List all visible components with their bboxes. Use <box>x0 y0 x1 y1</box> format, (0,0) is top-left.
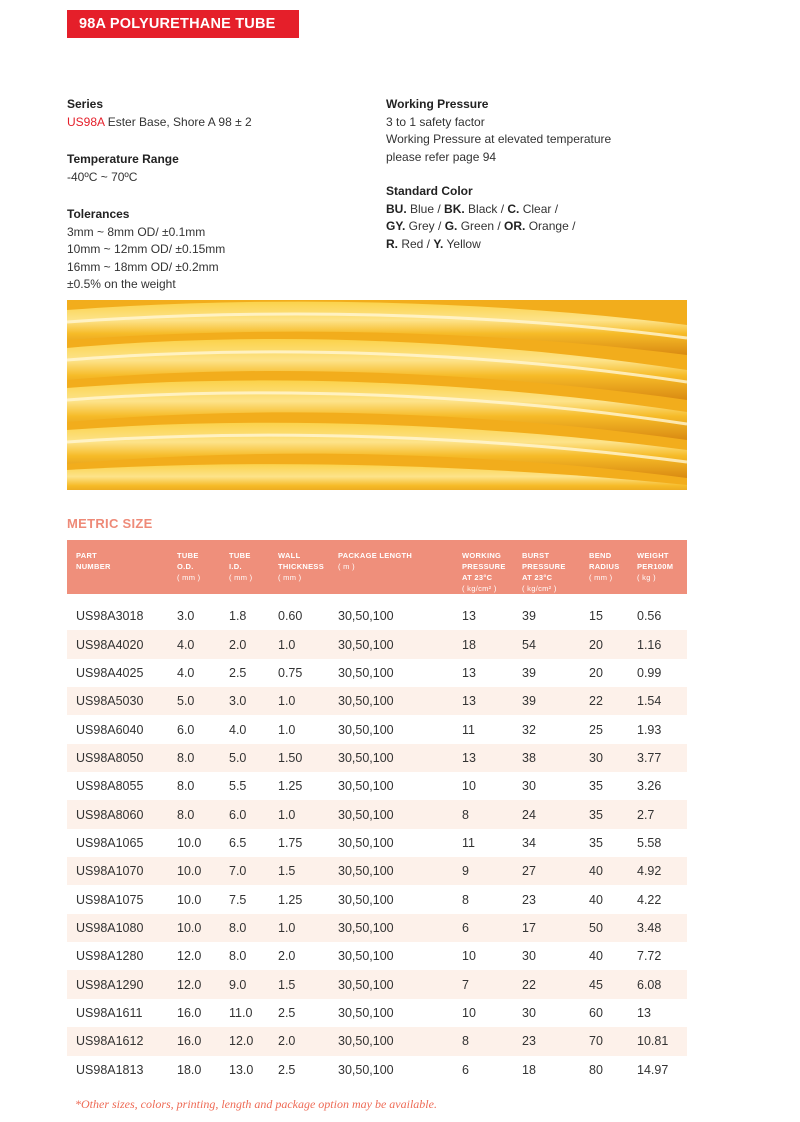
table-cell: 2.5 <box>278 1062 296 1077</box>
column-header: WALL THICKNESS ( mm ) <box>269 540 329 594</box>
column-header: BEND RADIUS ( mm ) <box>580 540 628 594</box>
color-name: Red / <box>398 236 434 251</box>
table-cell: 40 <box>580 857 628 885</box>
table-cell: 0.56 <box>637 609 662 624</box>
tolerances-heading: Tolerances <box>67 207 130 221</box>
table-cell: US98A1611 <box>76 1005 143 1020</box>
table-cell: 30,50,100 <box>329 970 453 998</box>
table-cell: 18.0 <box>177 1062 202 1077</box>
table-cell: 30 <box>522 949 536 964</box>
table-cell: 60 <box>589 1005 603 1020</box>
table-cell: US98A1280 <box>76 949 144 964</box>
color-name: Black / <box>464 201 508 216</box>
table-cell: 13 <box>462 665 476 680</box>
table-cell: 80 <box>589 1062 603 1077</box>
table-cell: 35 <box>580 800 628 828</box>
tolerance-line: 3mm ~ 8mm OD/ ±0.1mm <box>67 224 206 239</box>
table-cell: 30,50,100 <box>338 779 394 794</box>
table-cell: 1.0 <box>269 630 329 658</box>
table-cell: US98A4020 <box>67 630 168 658</box>
table-cell: 1.16 <box>628 630 687 658</box>
table-cell: 16.0 <box>177 1005 202 1020</box>
table-cell: 22 <box>580 687 628 715</box>
table-cell: 12.0 <box>177 949 202 964</box>
table-cell: 35 <box>589 779 603 794</box>
column-header: TUBE I.D. ( mm ) <box>220 540 269 594</box>
table-cell: 14.97 <box>637 1062 669 1077</box>
table-cell: 2.5 <box>229 665 247 680</box>
table-cell: 4.92 <box>628 857 687 885</box>
table-cell: 40 <box>589 949 603 964</box>
table-cell: US98A1290 <box>67 970 168 998</box>
table-cell: 30,50,100 <box>329 630 453 658</box>
table-cell: 8.0 <box>220 914 269 942</box>
color-line <box>386 236 716 254</box>
table-cell: 3.0 <box>177 609 195 624</box>
table-cell: 39 <box>522 665 536 680</box>
table-cell: 17 <box>513 914 580 942</box>
table-cell: US98A1813 <box>76 1062 144 1077</box>
series-text <box>67 114 367 132</box>
table-cell: 12.0 <box>220 1027 269 1055</box>
page-title: 98A POLYURETHANE TUBE <box>67 10 299 38</box>
standard-color-block <box>386 183 716 253</box>
table-row <box>67 857 687 885</box>
table-cell: 9 <box>453 857 513 885</box>
table-cell: US98A8060 <box>67 800 168 828</box>
color-name: Orange / <box>525 219 576 233</box>
color-code: R. <box>386 236 398 251</box>
table-cell: 2.7 <box>628 800 687 828</box>
table-cell: 6.5 <box>229 835 247 850</box>
table-cell: 10.81 <box>628 1027 687 1055</box>
table-header-row <box>67 540 687 594</box>
table-cell: 30,50,100 <box>338 835 394 850</box>
table-cell: 16.0 <box>168 1027 220 1055</box>
footnote: *Other sizes, colors, printing, length and package option may be available. <box>75 1097 437 1111</box>
table-cell: 4.0 <box>177 665 195 680</box>
metric-size-table <box>67 540 687 1084</box>
tube-product-photo <box>67 300 687 490</box>
table-cell: 2.5 <box>278 1005 296 1020</box>
table-cell: 25 <box>589 722 603 737</box>
metric-size-title: METRIC SIZE <box>67 516 153 531</box>
color-name: Grey / <box>405 219 445 233</box>
table-cell: 5.58 <box>637 835 662 850</box>
tube-illustration <box>67 300 687 490</box>
table-cell: 0.60 <box>278 609 303 624</box>
table-cell: 1.0 <box>269 800 329 828</box>
table-row <box>67 1056 687 1084</box>
table-cell: US98A1070 <box>67 857 168 885</box>
table-cell: 11 <box>462 722 475 737</box>
table-cell: 30,50,100 <box>338 1062 394 1077</box>
table-cell: 1.5 <box>269 857 329 885</box>
table-row <box>67 687 687 715</box>
table-cell: 10.0 <box>168 914 220 942</box>
table-cell: US98A3018 <box>76 609 144 624</box>
table-cell: 2.0 <box>220 630 269 658</box>
series-block <box>67 96 367 131</box>
table-cell: 8 <box>453 1027 513 1055</box>
table-cell: 1.0 <box>278 722 296 737</box>
table-row <box>67 594 687 630</box>
table-cell: 30,50,100 <box>338 609 394 624</box>
table-row <box>67 942 687 970</box>
table-cell: 50 <box>580 914 628 942</box>
table-cell: 1.54 <box>628 687 687 715</box>
table-cell: 13 <box>453 744 513 772</box>
table-cell: 3.0 <box>220 687 269 715</box>
table-cell: 0.75 <box>278 665 303 680</box>
color-name: Blue / <box>406 201 445 216</box>
table-cell: US98A5030 <box>67 687 168 715</box>
table-cell: 45 <box>580 970 628 998</box>
working-pressure-line: please refer page 94 <box>386 149 497 164</box>
table-cell: US98A1612 <box>67 1027 168 1055</box>
table-cell: 8.0 <box>168 744 220 772</box>
table-row <box>67 999 687 1027</box>
table-cell: 3.77 <box>628 744 687 772</box>
table-cell: 2.0 <box>278 949 296 964</box>
color-line <box>386 218 716 236</box>
table-cell: 10 <box>462 1005 476 1020</box>
table-cell: 1.0 <box>269 914 329 942</box>
color-code: GY. <box>386 219 406 233</box>
table-cell: 0.99 <box>637 665 662 680</box>
color-name: Green / <box>457 219 505 233</box>
table-cell: 1.75 <box>278 835 303 850</box>
table-cell: 10.0 <box>177 892 202 907</box>
color-code: OR. <box>504 219 526 233</box>
table-cell: 30 <box>522 1005 536 1020</box>
table-cell: 35 <box>589 835 603 850</box>
column-header: WEIGHT PER100M ( kg ) <box>628 540 687 594</box>
column-header: PART NUMBER <box>67 540 168 594</box>
column-header: TUBE O.D. ( mm ) <box>168 540 220 594</box>
table-cell: 24 <box>513 800 580 828</box>
table-row <box>67 630 687 658</box>
working-pressure-block <box>386 96 716 166</box>
table-cell: 10 <box>462 949 476 964</box>
table-cell: 30,50,100 <box>329 914 453 942</box>
table-cell: 13 <box>453 687 513 715</box>
color-code: C. <box>507 201 520 216</box>
table-cell: 13 <box>462 609 476 624</box>
table-cell: US98A6040 <box>76 722 144 737</box>
table-cell: 12.0 <box>168 970 220 998</box>
series-description: Ester Base, Shore A 98 ± 2 <box>104 114 252 129</box>
column-header: PACKAGE LENGTH ( m ) <box>329 540 453 594</box>
color-name: Yellow <box>443 236 481 251</box>
temperature-text: -40ºC ~ 70ºC <box>67 169 138 184</box>
column-header: WORKING PRESSURE AT 23°C ( kg/cm² ) <box>453 540 513 594</box>
table-cell: 30,50,100 <box>329 857 453 885</box>
column-header: BURST PRESSURE AT 23°C ( kg/cm² ) <box>513 540 580 594</box>
table-cell: US98A4025 <box>76 665 144 680</box>
table-cell: 6.08 <box>628 970 687 998</box>
temperature-block <box>67 151 367 186</box>
tolerances-block <box>67 206 367 294</box>
table-cell: 6.0 <box>220 800 269 828</box>
table-cell: 38 <box>513 744 580 772</box>
table-cell: 8 <box>453 800 513 828</box>
table-cell: 1.50 <box>269 744 329 772</box>
table-cell: 2.0 <box>269 1027 329 1055</box>
table-cell: 3.26 <box>637 779 662 794</box>
table-cell: US98A8055 <box>76 779 144 794</box>
table-cell: 1.0 <box>269 687 329 715</box>
table-cell: 23 <box>522 892 536 907</box>
table-row <box>67 885 687 913</box>
table-row <box>67 744 687 772</box>
table-cell: 20 <box>580 630 628 658</box>
table-cell: 9.0 <box>220 970 269 998</box>
table-cell: 5.5 <box>229 779 247 794</box>
color-code: G. <box>444 219 458 233</box>
color-code: BK. <box>444 201 465 216</box>
series-code: US98A <box>67 114 105 129</box>
table-cell: 1.93 <box>637 722 662 737</box>
table-cell: 23 <box>513 1027 580 1055</box>
table-cell: 18 <box>453 630 513 658</box>
table-cell: US98A1075 <box>76 892 144 907</box>
color-code: Y. <box>433 236 444 251</box>
table-cell: 18 <box>522 1062 536 1077</box>
table-cell: 3.48 <box>628 914 687 942</box>
table-cell: 11 <box>462 835 475 850</box>
table-row <box>67 829 687 857</box>
table-cell: 54 <box>513 630 580 658</box>
table-cell: 13 <box>637 1005 651 1020</box>
color-name: Clear / <box>519 201 559 216</box>
table-cell: 30,50,100 <box>338 949 394 964</box>
table-row <box>67 970 687 998</box>
table-cell: 11.0 <box>229 1005 253 1020</box>
table-cell: 7.5 <box>229 892 247 907</box>
table-cell: 6 <box>462 1062 469 1077</box>
table-cell: 8 <box>462 892 469 907</box>
table-row <box>67 659 687 687</box>
table-cell: 10.0 <box>168 857 220 885</box>
table-cell: 1.25 <box>278 779 303 794</box>
tolerance-line: ±0.5% on the weight <box>67 277 176 291</box>
table-cell: US98A1065 <box>76 835 144 850</box>
color-code: BU. <box>386 201 407 216</box>
table-cell: 20 <box>589 665 603 680</box>
table-cell: 1.25 <box>278 892 303 907</box>
table-cell: 30,50,100 <box>329 744 453 772</box>
table-cell: 30 <box>580 744 628 772</box>
temperature-heading: Temperature Range <box>67 152 179 166</box>
table-cell: 8.0 <box>177 779 195 794</box>
table-cell: 30 <box>522 779 536 794</box>
table-cell: 1.8 <box>229 609 247 624</box>
table-cell: 4.0 <box>168 630 220 658</box>
table-cell: 27 <box>513 857 580 885</box>
table-row <box>67 1027 687 1055</box>
table-cell: 30,50,100 <box>338 665 394 680</box>
table-row <box>67 715 687 743</box>
table-cell: 8.0 <box>168 800 220 828</box>
table-cell: 5.0 <box>220 744 269 772</box>
table-cell: 30,50,100 <box>338 1005 394 1020</box>
table-row <box>67 914 687 942</box>
specs-left-column <box>67 96 367 314</box>
table-cell: 30,50,100 <box>329 687 453 715</box>
table-cell: 7 <box>453 970 513 998</box>
table-cell: 22 <box>513 970 580 998</box>
table-cell: 15 <box>589 609 603 624</box>
specs-right-column <box>386 96 716 273</box>
table-cell: 30,50,100 <box>338 892 394 907</box>
table-row <box>67 800 687 828</box>
working-pressure-line: 3 to 1 safety factor <box>386 114 485 129</box>
color-line <box>386 201 716 219</box>
table-cell: 6 <box>453 914 513 942</box>
table-cell: 1.5 <box>269 970 329 998</box>
table-cell: 4.22 <box>637 892 662 907</box>
table-cell: 39 <box>513 687 580 715</box>
tolerance-line: 16mm ~ 18mm OD/ ±0.2mm <box>67 259 219 274</box>
table-cell: 30,50,100 <box>329 1027 453 1055</box>
table-cell: 8.0 <box>229 949 247 964</box>
table-cell: 34 <box>522 835 536 850</box>
table-cell: 30,50,100 <box>338 722 394 737</box>
table-cell: 30,50,100 <box>329 800 453 828</box>
working-pressure-heading: Working Pressure <box>386 97 489 111</box>
table-cell: US98A1080 <box>67 914 168 942</box>
table-cell: 10 <box>462 779 476 794</box>
table-cell: 10.0 <box>177 835 202 850</box>
table-cell: 7.72 <box>637 949 662 964</box>
table-cell: 39 <box>522 609 536 624</box>
table-cell: 4.0 <box>229 722 247 737</box>
table-cell: 5.0 <box>168 687 220 715</box>
tolerance-line: 10mm ~ 12mm OD/ ±0.15mm <box>67 242 226 256</box>
table-cell: US98A8050 <box>67 744 168 772</box>
table-cell: 70 <box>580 1027 628 1055</box>
table-cell: 13.0 <box>229 1062 254 1077</box>
standard-color-heading: Standard Color <box>386 184 473 198</box>
table-cell: 7.0 <box>220 857 269 885</box>
table-row <box>67 772 687 800</box>
working-pressure-line: Working Pressure at elevated temperature <box>386 132 612 146</box>
table-cell: 40 <box>589 892 603 907</box>
series-heading: Series <box>67 97 104 111</box>
table-cell: 32 <box>522 722 536 737</box>
table-cell: 6.0 <box>177 722 195 737</box>
